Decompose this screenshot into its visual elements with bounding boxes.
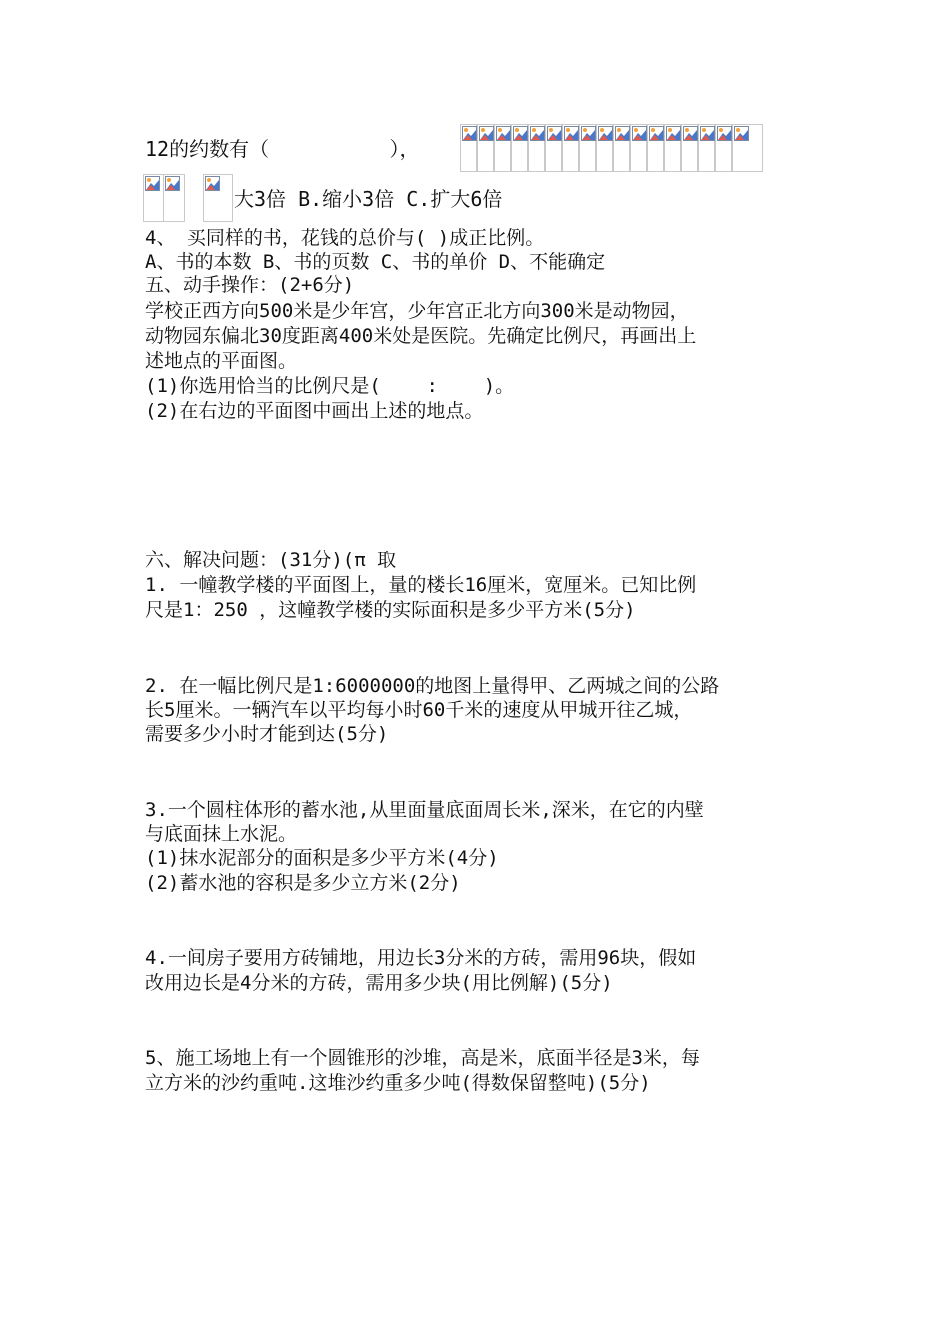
question-3-line-2: 与底面抹上水泥。 [145, 823, 298, 845]
question-3-sub-2: (2)蓄水池的容积是多少立方米(2分) [145, 872, 461, 894]
text-line-9: (1)你选用恰当的比例尺是( : )。 [145, 375, 515, 397]
question-5-line-1: 5、施工场地上有一个圆锥形的沙堆，高是米，底面半径是3米，每 [145, 1047, 700, 1069]
broken-image-icon [511, 124, 528, 172]
text-line-10: (2)在右边的平面图中画出上述的地点。 [145, 400, 484, 422]
question-1-line-1: 1. 一幢教学楼的平面图上，量的楼长16厘米，宽厘米。已知比例 [145, 574, 697, 596]
question-3-sub-1: (1)抹水泥部分的面积是多少平方米(4分) [145, 847, 499, 869]
question-2-line-3: 需要多少小时才能到达(5分) [145, 723, 389, 745]
broken-image-icon [528, 124, 545, 172]
section-heading-6: 六、解决问题：(31分)(π 取 [145, 549, 397, 571]
broken-image-icon [681, 124, 698, 172]
broken-image-icon [579, 124, 596, 172]
broken-image-icon [562, 124, 579, 172]
broken-image-icon [664, 124, 681, 172]
text-line-7: 动物园东偏北30度距离400米处是医院。先确定比例尺，再画出上 [145, 325, 697, 347]
broken-image-row-2 [143, 174, 233, 222]
broken-image-icon [164, 174, 185, 222]
broken-image-icon [647, 124, 664, 172]
text-line-1: 12的约数有（ ）， [145, 137, 420, 161]
question-2-line-1: 2. 在一幅比例尺是1:6000000的地图上量得甲、乙两城之间的公路 [145, 675, 720, 697]
question-5-line-2: 立方米的沙约重吨.这堆沙约重多少吨(得数保留整吨)(5分) [145, 1072, 651, 1094]
text-line-2: 大3倍 B.缩小3倍 C.扩大6倍 [234, 187, 503, 211]
broken-image-icon [545, 124, 562, 172]
broken-image-icon [203, 174, 233, 222]
text-line-4: A、书的本数 B、书的页数 C、书的单价 D、不能确定 [145, 251, 606, 273]
broken-image-icon [596, 124, 613, 172]
broken-image-row-1 [460, 124, 763, 172]
text-line-3: 4、 买同样的书，花钱的总价与( )成正比例。 [145, 227, 545, 249]
broken-image-icon [143, 174, 164, 222]
question-4-line-1: 4.一间房子要用方砖铺地，用边长3分米的方砖，需用96块，假如 [145, 947, 697, 969]
broken-image-icon [715, 124, 732, 172]
broken-image-icon [460, 124, 477, 172]
broken-image-icon [477, 124, 494, 172]
section-heading-5: 五、动手操作：(2+6分) [145, 274, 355, 296]
question-1-line-2: 尺是1：250 ，这幢教学楼的实际面积是多少平方米(5分) [145, 599, 636, 621]
text-line-8: 述地点的平面图。 [145, 350, 298, 372]
question-2-line-2: 长5厘米。一辆汽车以平均每小时60千米的速度从甲城开往乙城， [145, 699, 693, 721]
question-3-line-1: 3.一个圆柱体形的蓄水池,从里面量底面周长米,深米，在它的内壁 [145, 799, 704, 821]
text-line-6: 学校正西方向500米是少年宫，少年宫正北方向300米是动物园， [145, 300, 689, 322]
broken-image-icon [494, 124, 511, 172]
broken-image-icon [732, 124, 763, 172]
question-4-line-2: 改用边长是4分米的方砖，需用多少块(用比例解)(5分) [145, 972, 613, 994]
broken-image-icon [698, 124, 715, 172]
broken-image-icon [630, 124, 647, 172]
broken-image-icon [613, 124, 630, 172]
